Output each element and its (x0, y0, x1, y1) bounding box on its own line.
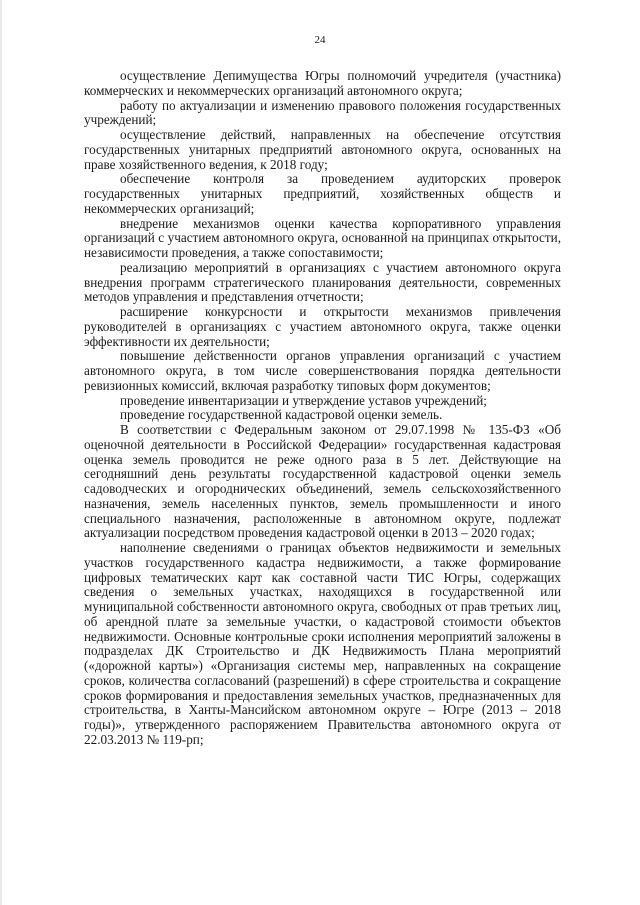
scan-edge (0, 0, 2, 905)
paragraph-2: работу по актуализации и изменению правового положения государственных учреждений; (84, 97, 561, 128)
paragraph-10: проведение государственной кадастровой оценки земель. (120, 407, 443, 423)
document-body (84, 69, 561, 748)
paragraph-9: проведение инвентаризации и утверждение уставов учреждений; (120, 392, 487, 408)
paragraph-3: осуществление действий, направленных на обеспечение отсутствия государственных унитарных предприятий автономного округа, основанных на праве хозяйственного ведения, к 2018 году; (84, 127, 561, 172)
paragraph-1: осуществление Депимущества Югры полномочий учредителя (участника) коммерческих и некоммерческих организаций автономного округа; (84, 68, 561, 98)
paragraph-7: расширение конкурсности и открытости механизмов привлечения руководителей в организациях с участием автономного округа, также оценки эффективности их деятельности; (84, 304, 561, 349)
page-number: 24 (314, 34, 326, 46)
paragraph-11: В соответствии с Федеральным законом от 29.07.1998 № 135-ФЗ «Об оценочной деятельности в Российской Федерации» государственная кадастровая оценка земель проводится не реже одного раза в 5 лет. Действующие на сегодняшний день результаты государственной кадастровой оценки земель садоводческих и огороднических объединений, земель сельскохозяйственного назначения, земель населенных пунктов, земель промышленности и иного специального назначения, расположенные в автономном округе, подлежат актуализации посредством проведения кадастровой оценки в 2013 – 2020 годах; (84, 422, 561, 541)
paragraph-12: наполнение сведениями о границах объектов недвижимости и земельных участков государственного кадастра недвижимости, а также формирование цифровых тематических карт как составной части ТИС Югры, содержащих сведения о земельных участках, находящихся в государственной или муниципальной собственности автономного округа, свободных от прав третьих лиц, об арендной плате за земельные участки, о кадастровой стоимости объектов недвижимости. Основные контрольные сроки исполнения мероприятий заложены в подразделах ДК Строительство и ДК Недвижимость Плана мероприятий («дорожной карты») «Организация системы мер, направленных на сокращение сроков, количества согласований (разрешений) в сфере строительства и сокращение сроков формирования и предоставления земельных участков, предназначенных для строительства, в Ханты-Мансийском автономном округе – Югре (2013 – 2018 годы)», утвержденного распоряжением Правительства автономного округа от 22.03.2013 № 119-рп; (84, 540, 561, 747)
paragraph-6: реализацию мероприятий в организациях с участием автономного округа внедрения программ стратегического планирования деятельности, современных методов управления и представления отчетности; (84, 259, 561, 305)
paragraph-5: внедрение механизмов оценки качества корпоративного управления организаций с участием автономного округа, основанной на принципах открытости, независимости проведения, а также сопоставимости; (84, 215, 561, 260)
paragraph-8: повышение действенности органов управления организаций с участием автономного округа, в том числе совершенствования порядка деятельности ревизионных комиссий, включая разработку типовых форм документов; (84, 348, 561, 393)
paragraph-4: обеспечение контроля за проведением аудиторских проверок государственных унитарных предприятий, хозяйственных обществ и некоммерческих организаций; (84, 171, 561, 216)
